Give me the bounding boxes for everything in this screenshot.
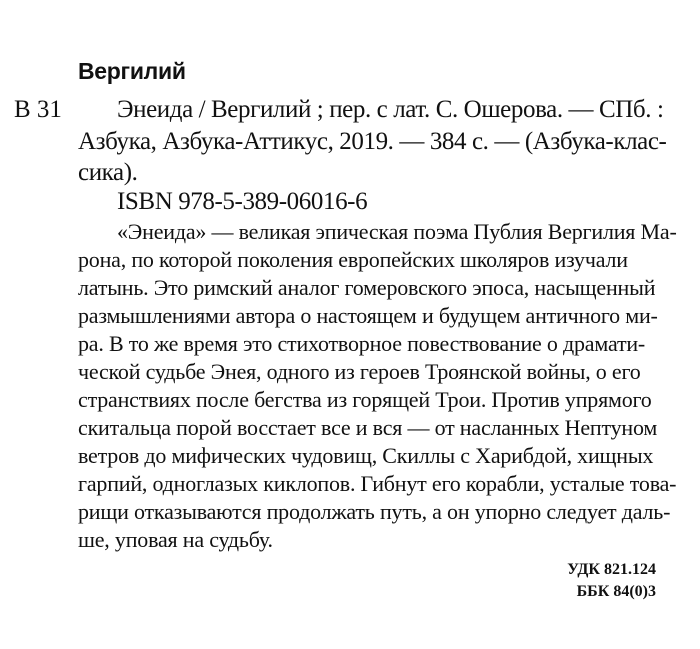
author-heading: Вергилий	[78, 58, 186, 84]
abstract-line: латынь. Это римский аналог гомеровского эпоса, насыщенный	[78, 275, 656, 300]
abstract-line: «Энеида» — великая эпическая поэма Публия Вергилия Ма-	[117, 219, 677, 244]
bibliographic-line: сика).	[78, 159, 138, 186]
isbn: ISBN 978-5-389-06016-6	[117, 188, 368, 215]
abstract-line: ветров до мифических чудовищ, Скиллы с Харибдой, хищных	[78, 443, 654, 468]
abstract-line: ше, уповая на судьбу.	[78, 527, 273, 552]
classification-code: В 31	[14, 96, 62, 123]
bibliographic-line: Азбука, Азбука-Аттикус, 2019. — 384 с. — (Азбука-клас-	[78, 128, 667, 155]
abstract-line: ческой судьбе Энея, одного из героев Троянской войны, о его	[78, 359, 641, 384]
abstract-line: скитальца порой восстает все и вся — от насланных Нептуном	[78, 415, 658, 440]
bibliographic-line: Энеида / Вергилий ; пер. с лат. С. Ошерова. — СПб. :	[117, 96, 664, 123]
abstract-line: странствиях после бегства из горящей Трои. Против упрямого	[78, 387, 652, 412]
abstract-line: рона, по которой поколения европейских школяров изучали	[78, 247, 628, 272]
bbk-index: ББК 84(0)3	[576, 583, 656, 600]
abstract-line: рищи отказываются продолжать путь, а он упорно следует даль-	[78, 499, 671, 524]
abstract-line: гарпий, одноглазых киклопов. Гибнут его корабли, усталые това-	[78, 471, 677, 496]
udc-index: УДК 821.124	[567, 561, 656, 578]
abstract-line: размышлениями автора о настоящем и будущем античного ми-	[78, 303, 658, 328]
abstract-line: ра. В то же время это стихотворное повествование о драмати-	[78, 331, 646, 356]
